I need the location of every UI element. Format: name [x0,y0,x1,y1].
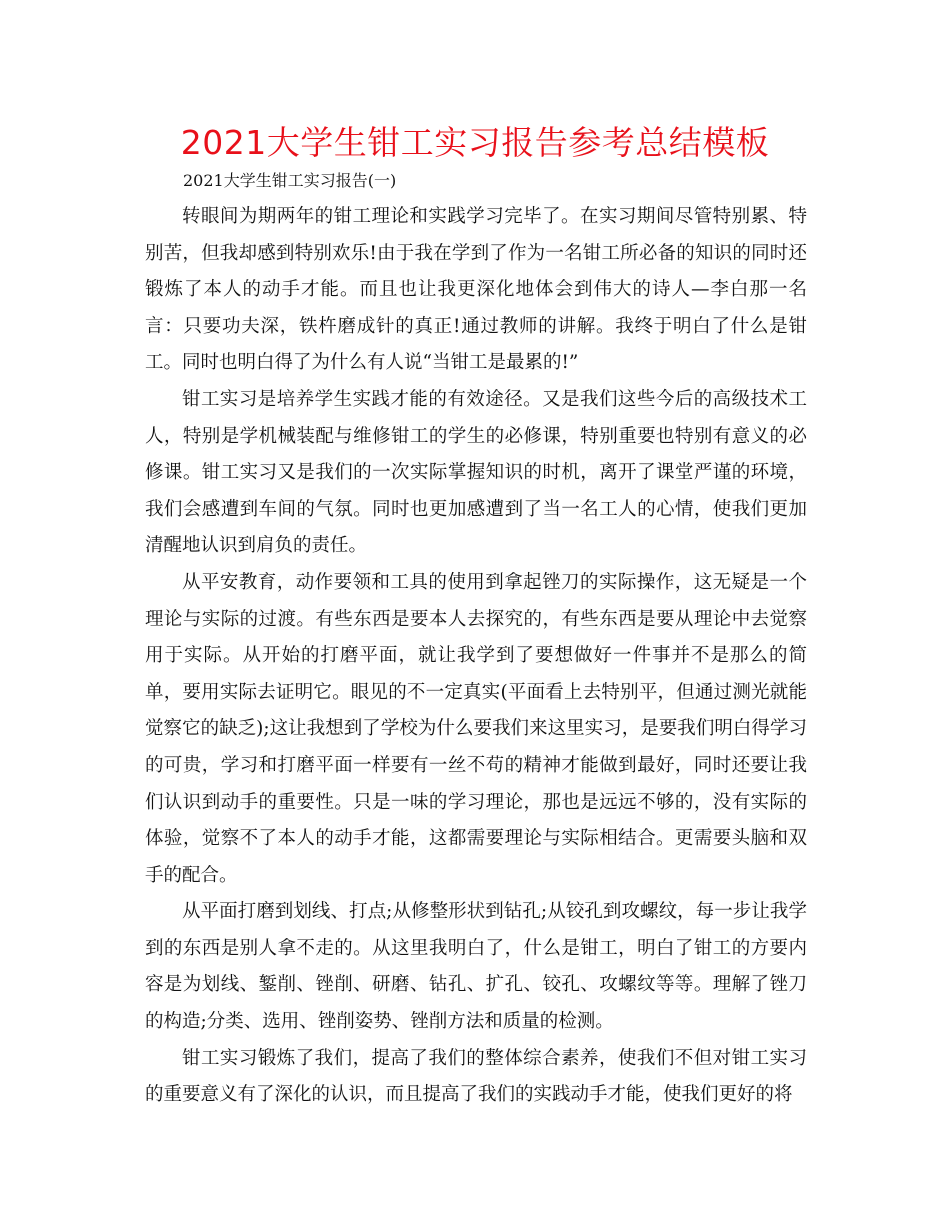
document-body [145,199,807,1114]
paragraph: 钳工实习锻炼了我们，提高了我们的整体综合素养，使我们不但对钳工实习的重要意义有了深化的认识，而且提高了我们的实践动手才能，使我们更好的将 [145,1047,807,1106]
paragraph: 从平面打磨到划线、打点;从修整形状到钻孔;从铰孔到攻螺纹，每一步让我学到的东西是别人拿不走的。从这里我明白了，什么是钳工，明白了钳工的方要内容是为划线、錾削、锉削、研磨、钻孔、扩孔、铰孔、攻螺纹等等。理解了锉刀的构造;分类、选用、锉削姿势、锉削方法和质量的检测。 [145,901,807,1033]
document-title: 2021大学生钳工实习报告参考总结模板 [180,123,770,162]
paragraph: 转眼间为期两年的钳工理论和实践学习完毕了。在实习期间尽管特别累、特别苦，但我却感到特别欢乐!由于我在学到了作为一名钳工所必备的知识的同时还锻炼了本人的动手才能。而且也让我更深化地体会到伟大的诗人—李白那一名言：只要功夫深，铁杵磨成针的真正!通过教师的讲解。我终于明白了什么是钳工。同时也明白得了为什么有人说“当钳工是最累的!” [145,206,807,374]
paragraph: 从平安教育，动作要领和工具的使用到拿起锉刀的实际操作，这无疑是一个理论与实际的过渡。有些东西是要本人去探究的，有些东西是要从理论中去觉察用于实际。从开始的打磨平面，就让我学到了要想做好一件事并不是那么的简单，要用实际去证明它。眼见的不一定真实(平面看上去特别平，但通过测光就能觉察它的缺乏);这让我想到了学校为什么要我们来这里实习，是要我们明白得学习的可贵，学习和打磨平面一样要有一丝不苟的精神才能做到最好，同时还要让我们认识到动手的重要性。只是一味的学习理论，那也是远远不够的，没有实际的体验，觉察不了本人的动手才能，这都需要理论与实际相结合。更需要头脑和双手的配合。 [145,571,807,886]
paragraph: 钳工实习是培养学生实践才能的有效途径。又是我们这些今后的高级技术工人，特别是学机械装配与维修钳工的学生的必修课，特别重要也特别有意义的必修课。钳工实习又是我们的一次实际掌握知识的时机，离开了课堂严谨的环境，我们会感遭到车间的气氛。同时也更加感遭到了当一名工人的心情，使我们更加清醒地认识到肩负的责任。 [145,388,807,557]
document-subtitle: 2021大学生钳工实习报告(一) [183,171,397,190]
